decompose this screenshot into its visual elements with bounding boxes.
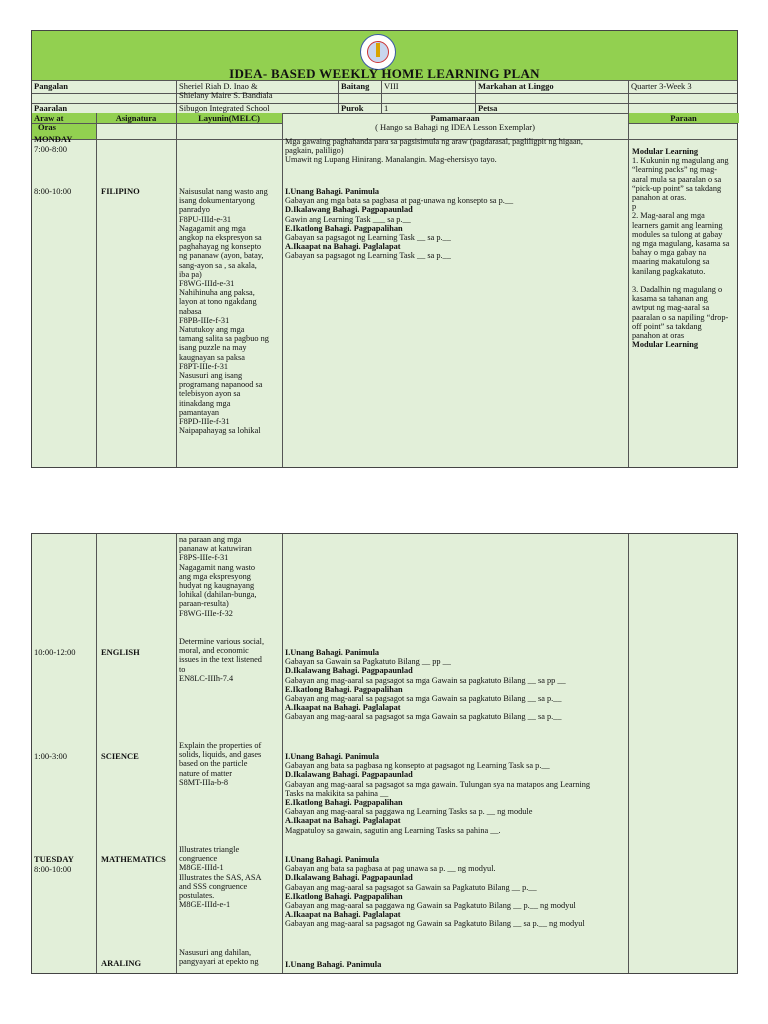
filipino-steps xyxy=(285,187,513,261)
step-line: A.Ikaapat na Bahagi. Paglalapat xyxy=(285,703,401,713)
paraan-line: awtput ng mag-aaral sa xyxy=(632,303,710,313)
melc-line: to xyxy=(179,664,186,674)
step-line: D.Ikalawang Bahagi. Pagpapaunlad xyxy=(285,770,413,780)
markahan-label: Markahan at Linggo xyxy=(478,81,554,91)
melc-line: Naisusulat nang wasto ang xyxy=(179,187,268,196)
melc-line: F8PS-IIIe-f-31 xyxy=(179,553,229,563)
paraan-line: kanilang pagkakatuto. xyxy=(632,266,706,276)
step-line: E.Ikatlong Bahagi. Pagpapalihan xyxy=(285,798,403,808)
melc-line: F8PB-IIIe-f-31 xyxy=(179,315,230,325)
math-melc xyxy=(179,845,262,909)
step-line: Gabayan ang mga bata sa pagbasa at pag-unawa ng konsepto sa p.__ xyxy=(285,196,514,206)
step-line: Magpatuloy sa gawain, sagutin ang Learning Tasks sa pahina __. xyxy=(285,825,501,835)
step-line: Gabayan ang mag-aaral sa paggawa ng Gawain sa Pagkatuto Bilang __ p.__ ng modyul xyxy=(285,901,576,911)
melc-line: isang puzzle na may xyxy=(179,343,247,353)
melc-line: Determine various social, xyxy=(179,637,265,646)
step-line: A.Ikaapat na Bahagi. Paglalapat xyxy=(285,242,401,252)
step-line: Gabayan ang mag-aaral sa pagsagot ng Gawain sa Pagkatuto Bilang __ sa p.__ ng modyul xyxy=(285,919,585,929)
paraan-line: learners gamit ang learning xyxy=(632,220,723,230)
day-tuesday: TUESDAY xyxy=(34,854,74,864)
melc-line: na paraan ang mga xyxy=(179,535,242,544)
step-line: I.Unang Bahagi. Panimula xyxy=(285,855,380,864)
paaralan-value: Sibugon Integrated School xyxy=(179,103,270,113)
baitang-value: VIII xyxy=(384,81,399,91)
paraan-text xyxy=(632,147,729,349)
plan-page-1 xyxy=(31,30,738,468)
melc-line: Nahihinuha ang paksa, xyxy=(179,288,255,298)
melc-line: ng pananaw (ayon, batay, xyxy=(179,251,264,261)
melc-line: F8WG-IIId-e-31 xyxy=(179,279,235,289)
step-line: Gabayan ang mag-aaral sa paggawa ng Learning Tasks sa p. __ ng module xyxy=(285,807,533,817)
subject-english: ENGLISH xyxy=(101,647,140,657)
english-melc xyxy=(179,637,264,683)
science-melc xyxy=(179,741,261,787)
melc-line: Explain the properties of xyxy=(179,741,262,750)
purok-value: 1 xyxy=(384,103,389,113)
step-line: Gabayan sa pagsagot ng Learning Task __ sa p.__ xyxy=(285,233,451,243)
melc-line: M8GE-IIId-1 xyxy=(179,863,224,873)
step-line: Gabayan ang bata sa pagbasa ng konsepto at pagsagot ng Learning Task sa p.__ xyxy=(285,761,550,771)
time-7-8: 7:00-8:00 xyxy=(34,144,68,154)
melc-line: Illustrates triangle xyxy=(179,845,240,854)
step-line: Gabayan sa pagsagot ng Learning Task __ sa p.__ xyxy=(285,251,451,261)
melc-line: Nasusuri ang isang xyxy=(179,371,243,381)
melc-line: lohikal (dahilan-bunga, xyxy=(179,590,257,600)
paraan-line: 2. Mag-aaral ang mga xyxy=(632,211,705,221)
paraan-line: modules sa tulong at gabay xyxy=(632,229,723,239)
araling-melc xyxy=(179,948,258,966)
paaralan-label: Paaralan xyxy=(34,103,68,113)
time-tue-8-10: 8:00-10:00 xyxy=(34,864,72,874)
paraan-line: maaring makatulong sa xyxy=(632,257,710,267)
melc-line: M8GE-IIId-e-1 xyxy=(179,900,231,910)
routine-line: Mga gawaing paghahanda para sa pagsisimula ng araw (pagdarasal, pagliligpit ng higaan, xyxy=(285,137,583,146)
step-line: I.Unang Bahagi. Panimula xyxy=(285,648,380,657)
step-line: Gabayan sa Gawain sa Pagkatuto Bilang __ pp __ xyxy=(285,657,451,667)
melc-line: F8WG-IIIe-f-32 xyxy=(179,608,233,618)
melc-line: Illustrates the SAS, ASA xyxy=(179,872,262,882)
filipino-melc xyxy=(179,187,269,435)
deped-seal-icon xyxy=(360,34,396,70)
melc-line: panradyo xyxy=(179,205,210,215)
step-line: Gabayan ang mag-aaral sa pagsagot sa mga Gawain sa pagkatuto Bilang __ sa p.__ xyxy=(285,712,562,722)
step-line: A.Ikaapat na Bahagi. Paglalapat xyxy=(285,910,401,920)
melc-line: issues in the text listened xyxy=(179,655,262,665)
melc-line: pamantayan xyxy=(179,407,220,417)
subject-mathematics: MATHEMATICS xyxy=(101,854,166,864)
page-title: IDEA- BASED WEEKLY HOME LEARNING PLAN xyxy=(229,66,540,81)
melc-line: Naipapahayag sa lohikal xyxy=(179,426,261,436)
step-line: I.Unang Bahagi. Panimula xyxy=(285,187,380,196)
purok-label: Purok xyxy=(341,103,364,113)
subject-science: SCIENCE xyxy=(101,751,139,761)
melc-line: itinakdang mga xyxy=(179,398,231,408)
step-line: E.Ikatlong Bahagi. Pagpapalihan xyxy=(285,891,403,901)
routine-line: Umawit ng Lupang Hinirang. Manalangin. Mag-ehersisyo tayo. xyxy=(285,155,497,165)
melc-line: ang mga ekspresyong xyxy=(179,571,251,581)
plan-page-2 xyxy=(31,533,738,974)
step-line: Gabayan ang mag-aaral sa pagsagot sa mga Gawain sa pagkatuto Bilang __ sa pp __ xyxy=(285,675,566,685)
paraan-line: panahon at oras xyxy=(632,331,685,341)
paraan-line: ng mga magulang, kasama sa xyxy=(632,239,730,249)
melc-line: congruence xyxy=(179,854,218,864)
melc-line: EN8LC-IIIh-7.4 xyxy=(179,673,234,683)
subject-araling: ARALING xyxy=(101,958,142,968)
paraan-line: bahay o mga gabay na xyxy=(632,248,707,258)
step-line: Tasks na makikita sa pahina __ xyxy=(285,788,389,798)
melc-line: pananaw at katuwiran xyxy=(179,544,252,554)
col-asignatura: Asignatura xyxy=(115,113,157,123)
melc-line: F8PD-IIIe-f-31 xyxy=(179,417,230,427)
melc-line: Nasusuri ang dahilan, xyxy=(179,948,252,957)
step-line: D.Ikalawang Bahagi. Pagpapaunlad xyxy=(285,666,413,676)
paraan-line: panahon at oras. xyxy=(632,193,687,203)
step-line: D.Ikalawang Bahagi. Pagpapaunlad xyxy=(285,205,413,215)
paraan-line: kasama sa tahanan ang xyxy=(632,294,708,304)
petsa-label: Petsa xyxy=(478,103,498,113)
paraan-line: 3. Dadalhin ng magulang o xyxy=(632,285,723,295)
melc-line: programang napanood sa xyxy=(179,380,263,390)
melc-line: F8PT-IIIe-f-31 xyxy=(179,361,229,371)
markahan-value: Quarter 3-Week 3 xyxy=(631,81,692,91)
paraan-line: off point” sa takdang xyxy=(632,321,702,331)
col-pamamaraan-sub: ( Hango sa Bahagi ng IDEA Lesson Exemplar) xyxy=(375,122,535,132)
math-steps xyxy=(285,855,585,929)
header-band xyxy=(32,31,737,81)
pangalan-label: Pangalan xyxy=(34,81,69,91)
paraan-line xyxy=(632,276,729,285)
araling-step: I.Unang Bahagi. Panimula xyxy=(285,959,382,969)
melc-line: paraan-resulta) xyxy=(179,599,229,609)
step-line: Gabayan ang mag-aaral sa pagsagot sa Gawain sa Pagkatuto Bilang __ p.__ xyxy=(285,882,537,892)
routine-text xyxy=(285,137,583,165)
melc-line: nature of matter xyxy=(179,768,232,778)
step-line: Gabayan ang bata sa pagbasa at pag unawa sa p. __ ng modyul. xyxy=(285,864,496,874)
col-layunin: Layunin(MELC) xyxy=(198,113,260,123)
melc-line: postulates. xyxy=(179,891,215,901)
melc-line: paghahayag ng konsepto xyxy=(179,242,262,252)
subject-filipino: FILIPINO xyxy=(101,186,140,196)
paraan-line: “learning packs” ng mag- xyxy=(632,165,718,175)
step-line: A.Ikaapat na Bahagi. Paglalapat xyxy=(285,816,401,826)
step-line: E.Ikatlong Bahagi. Pagpapalihan xyxy=(285,684,403,694)
routine-line: pagkain, paliligo) xyxy=(285,146,344,156)
melc-line: based on the particle xyxy=(179,759,248,769)
filipino-melc-cont xyxy=(179,535,256,618)
melc-line: and SSS congruence xyxy=(179,881,248,891)
step-line: Gabayan ang mag-aaral sa pagsagot sa mga Gawain sa pagkatuto Bilang __ sa p.__ xyxy=(285,694,562,704)
paraan-line: 1. Kukunin ng magulang ang xyxy=(632,156,729,166)
melc-line: solids, liquids, and gases xyxy=(179,750,262,760)
day-monday: MONDAY xyxy=(34,134,73,144)
time-8-10: 8:00-10:00 xyxy=(34,186,72,196)
time-1-3: 1:00-3:00 xyxy=(34,751,68,761)
melc-line: Natutukoy ang mga xyxy=(179,325,245,335)
melc-line: isang dokumentaryong xyxy=(179,196,255,206)
melc-line: S8MT-IIIa-b-8 xyxy=(179,777,229,787)
melc-line: iba pa) xyxy=(179,269,202,279)
paraan-line: “pick-up point” sa takdang xyxy=(632,183,722,193)
melc-line: F8PU-IIId-e-31 xyxy=(179,214,232,224)
baitang-label: Baitang xyxy=(341,81,370,91)
step-line: Gawin ang Learning Task ___ sa p.__ xyxy=(285,214,411,224)
english-steps xyxy=(285,648,566,722)
step-line: D.Ikalawang Bahagi. Pagpapaunlad xyxy=(285,873,413,883)
paraan-line: Modular Learning xyxy=(632,147,698,156)
melc-line: moral, and economic xyxy=(179,646,249,656)
melc-line: Nagagamit nang wasto xyxy=(179,562,256,572)
melc-line: angkop na ekspresyon sa xyxy=(179,233,262,243)
melc-line: nabasa xyxy=(179,306,202,316)
paraan-line: Modular Learning xyxy=(632,340,698,350)
paraan-line: aaral mula sa paaralan o sa xyxy=(632,174,722,184)
melc-line: kaugnayan sa paksa xyxy=(179,352,245,362)
col-paraan: Paraan xyxy=(670,113,697,123)
step-line: E.Ikatlong Bahagi. Pagpapalihan xyxy=(285,223,403,233)
melc-line: layon at tono ngakdang xyxy=(179,297,257,307)
step-line: Gabayan ang mag-aaral sa pagsagot sa mga gawain. Tulungan sya na matapos ang Learning xyxy=(285,779,591,789)
step-line: I.Unang Bahagi. Panimula xyxy=(285,752,380,761)
col-araw-oras: Araw at Oras xyxy=(34,113,64,132)
melc-line: tamang salita sa pagbuo ng xyxy=(179,334,269,344)
melc-line: Nagagamit ang mga xyxy=(179,223,246,233)
paraan-line: p xyxy=(632,202,637,212)
paraan-line: paaralan o sa napiling “drop- xyxy=(632,312,729,322)
teacher-names: Sheriel Riah D. Inao & Shielany Maire S. Bandiala xyxy=(179,81,273,100)
col-pamamaraan: Pamamaraan xyxy=(430,113,480,123)
melc-line: pangyayari at epekto ng xyxy=(179,957,259,967)
time-10-12: 10:00-12:00 xyxy=(34,647,76,657)
melc-line: sang-ayon sa , sa akala, xyxy=(179,260,257,270)
melc-line: hudyat ng kaugnayang xyxy=(179,581,255,591)
melc-line: telebisyon ayon sa xyxy=(179,389,241,399)
science-steps xyxy=(285,752,590,835)
